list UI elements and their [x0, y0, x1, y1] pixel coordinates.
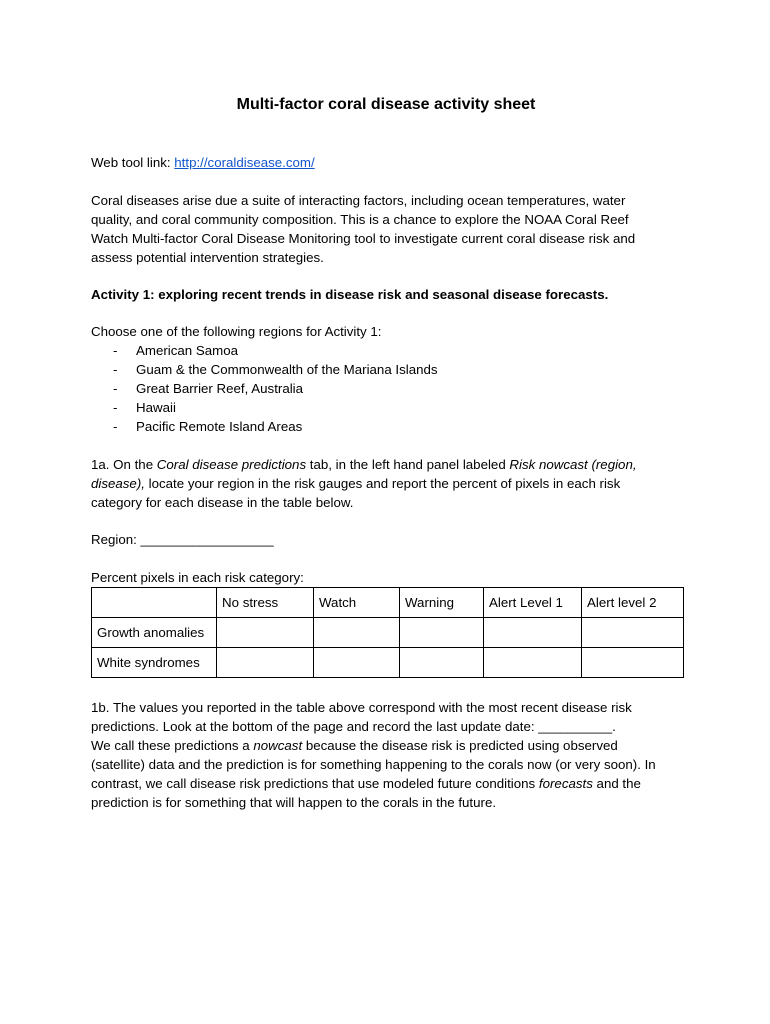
- page-title: Multi-factor coral disease activity sheet: [236, 96, 536, 113]
- answer-cell[interactable]: [582, 648, 684, 678]
- list-item: - American Samoa: [113, 343, 238, 358]
- region-list: [91, 341, 438, 436]
- table-header-cell: [92, 588, 217, 618]
- region-name: Hawaii: [136, 400, 176, 415]
- percent-pixels-label: Percent pixels in each risk category:: [91, 570, 304, 585]
- table-header-cell: No stress: [217, 588, 314, 618]
- table-header-row: [92, 588, 684, 618]
- answer-cell[interactable]: [484, 618, 582, 648]
- row-label: Growth anomalies: [92, 618, 217, 648]
- answer-cell[interactable]: [484, 648, 582, 678]
- table-row: [92, 648, 684, 678]
- list-item: - Hawaii: [113, 400, 176, 415]
- choose-region-text: Choose one of the following regions for Activity 1:: [91, 324, 382, 339]
- intro-paragraph: [91, 191, 681, 267]
- answer-cell[interactable]: [217, 618, 314, 648]
- region-name: American Samoa: [136, 343, 238, 358]
- answer-cell[interactable]: [314, 618, 400, 648]
- list-item: - Pacific Remote Island Areas: [113, 419, 303, 434]
- web-tool-label: Web tool link:: [91, 155, 175, 170]
- table-row: [92, 618, 684, 648]
- answer-cell[interactable]: [582, 618, 684, 648]
- list-item: - Great Barrier Reef, Australia: [113, 381, 304, 396]
- region-name: Pacific Remote Island Areas: [136, 419, 303, 434]
- answer-cell[interactable]: [314, 648, 400, 678]
- intro-line: Coral diseases arise due a suite of interacting factors, including ocean temperatures, water: [91, 193, 626, 208]
- risk-category-table: [91, 587, 684, 678]
- intro-line: Watch Multi-factor Coral Disease Monitoring tool to investigate current coral disease risk and: [91, 231, 636, 246]
- row-label: White syndromes: [92, 648, 217, 678]
- intro-line: assess potential intervention strategies.: [91, 250, 324, 265]
- answer-cell[interactable]: [400, 648, 484, 678]
- region-name: Guam & the Commonwealth of the Mariana Islands: [136, 362, 438, 377]
- table-header-cell: Alert Level 1: [484, 588, 582, 618]
- table-header-cell: Warning: [400, 588, 484, 618]
- table-header-cell: Alert level 2: [582, 588, 684, 618]
- web-tool-link[interactable]: http://coraldisease.com/: [174, 155, 315, 170]
- web-tool-line: [91, 153, 681, 172]
- intro-line: quality, and coral community composition. This is a chance to explore the NOAA Coral Reef: [91, 212, 629, 227]
- region-name: Great Barrier Reef, Australia: [136, 381, 304, 396]
- question-1b: 1b. The values you reported in the table above correspond with the most recent disease risk predictions. Look at the bottom of the page and record the last update date: __________. We call these predictions a nowcast because the disease risk is predicted using observed (satellite) data and the prediction is for something happening to the corals now (or very soon). In contrast, we call disease risk predictions that use modeled future conditions forecasts and the prediction is for something that will happen to the corals in the future.: [91, 700, 656, 810]
- activity-1-heading: Activity 1: exploring recent trends in disease risk and seasonal disease forecasts.: [91, 287, 609, 302]
- list-item: - Guam & the Commonwealth of the Mariana Islands: [113, 362, 438, 377]
- table-header-cell: Watch: [314, 588, 400, 618]
- question-1a: 1a. On the Coral disease predictions tab, in the left hand panel labeled Risk nowcast (region, disease), locate your region in the risk gauges and report the percent of pixels in each risk category for each disease in the table below.: [91, 457, 637, 510]
- answer-cell[interactable]: [217, 648, 314, 678]
- answer-cell[interactable]: [400, 618, 484, 648]
- region-answer-line[interactable]: Region: __________________: [91, 532, 274, 547]
